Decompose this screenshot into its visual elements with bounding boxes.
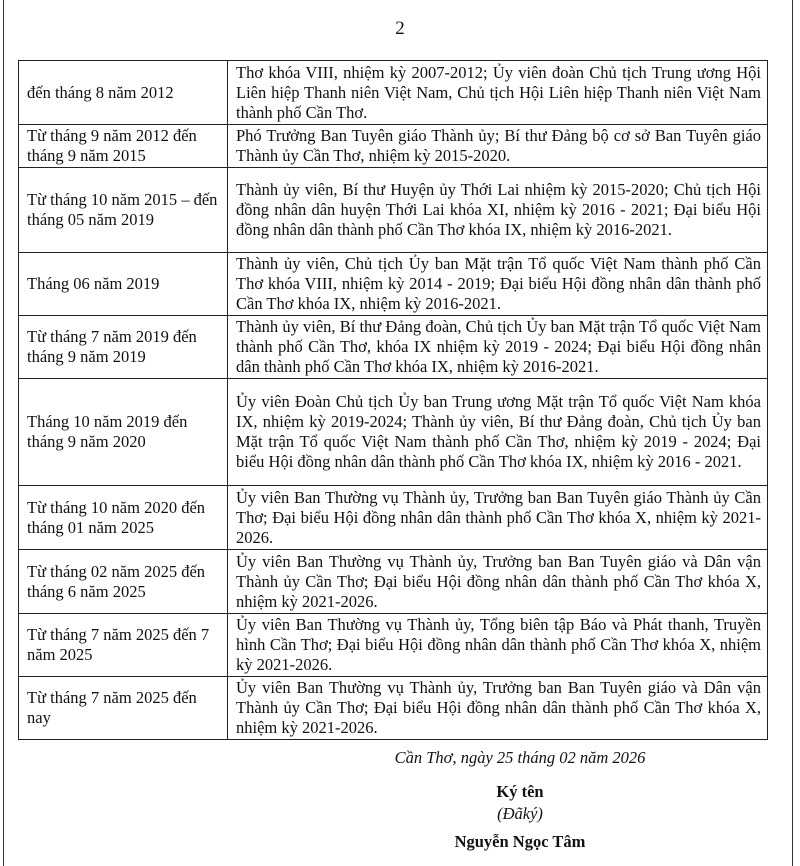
position-cell: Thơ khóa VIII, nhiệm kỳ 2007-2012; Ủy viên đoàn Chủ tịch Trung ương Hội Liên hiệp Thanh niên Việt Nam, Chủ tịch Hội Liên hiệp Thanh niên Việt Nam thành phố Cần Thơ. [228,61,768,125]
table-row [19,379,768,486]
period-cell: Từ tháng 9 năm 2012 đến tháng 9 năm 2015 [19,125,228,168]
table-row [19,316,768,379]
position-cell: Ủy viên Ban Thường vụ Thành ủy, Tổng biên tập Báo và Phát thanh, Truyền hình Cần Thơ; Đại biểu Hội đồng nhân dân thành phố Cần Thơ khóa X, nhiệm kỳ 2021-2026. [228,614,768,677]
period-cell: Từ tháng 02 năm 2025 đến tháng 6 năm 2025 [19,550,228,614]
period-cell: đến tháng 8 năm 2012 [19,61,228,125]
period-cell: Tháng 06 năm 2019 [19,253,228,316]
table-row [19,614,768,677]
table-row [19,253,768,316]
place-date: Cần Thơ, ngày 25 tháng 02 năm 2026 [394,748,646,767]
position-cell: Ủy viên Đoàn Chủ tịch Ủy ban Trung ương Mặt trận Tổ quốc Việt Nam khóa IX, nhiệm kỳ 2019-2024; Thành ủy viên, Bí thư Đảng đoàn, Chủ tịch Ủy ban Mặt trận Tổ quốc Việt Nam thành phố Cần Thơ, nhiệm kỳ 2019 - 2024; Đại biểu Hội đồng nhân dân thành phố Cần Thơ khóa IX, nhiệm kỳ 2016 - 2021. [228,379,768,486]
period-cell: Từ tháng 7 năm 2025 đến nay [19,677,228,740]
table-row [19,61,768,125]
page-left-border [3,0,4,866]
position-cell: Thành ủy viên, Bí thư Huyện ủy Thới Lai nhiệm kỳ 2015-2020; Chủ tịch Hội đồng nhân dân huyện Thới Lai khóa XI, nhiệm kỳ 2016 - 2021; Đại biểu Hội đồng nhân dân thành phố Cần Thơ khóa IX, nhiệm kỳ 2016-2021. [228,168,768,253]
signature-note: (Đãký) [497,804,543,823]
page-right-border [792,0,793,866]
period-cell: Từ tháng 10 năm 2020 đến tháng 01 năm 2025 [19,486,228,550]
table-row [19,125,768,168]
signature-label: Ký tên [496,782,544,801]
career-history-table [18,60,768,740]
position-cell: Thành ủy viên, Chủ tịch Ủy ban Mặt trận Tổ quốc Việt Nam thành phố Cần Thơ khóa VIII, nhiệm kỳ 2014 - 2019; Đại biểu Hội đồng nhân dân thành phố Cần Thơ khóa IX, nhiệm kỳ 2016-2021. [228,253,768,316]
position-cell: Phó Trưởng Ban Tuyên giáo Thành ủy; Bí thư Đảng bộ cơ sở Ban Tuyên giáo Thành ủy Cần Thơ, nhiệm kỳ 2015-2020. [228,125,768,168]
period-cell: Từ tháng 7 năm 2019 đến tháng 9 năm 2019 [19,316,228,379]
period-cell: Tháng 10 năm 2019 đến tháng 9 năm 2020 [19,379,228,486]
table-row [19,168,768,253]
page-number: 2 [395,18,405,39]
period-cell: Từ tháng 7 năm 2025 đến 7 năm 2025 [19,614,228,677]
position-cell: Ủy viên Ban Thường vụ Thành ủy, Trưởng ban Ban Tuyên giáo và Dân vận Thành ủy Cần Thơ; Đại biểu Hội đồng nhân dân thành phố Cần Thơ khóa X, nhiệm kỳ 2021-2026. [228,677,768,740]
table-row [19,550,768,614]
table-row [19,486,768,550]
period-cell: Từ tháng 10 năm 2015 – đến tháng 05 năm 2019 [19,168,228,253]
position-cell: Ủy viên Ban Thường vụ Thành ủy, Trưởng ban Ban Tuyên giáo Thành ủy Cần Thơ; Đại biểu Hội đồng nhân dân thành phố Cần Thơ khóa X, nhiệm kỳ 2021-2026. [228,486,768,550]
position-cell: Thành ủy viên, Bí thư Đảng đoàn, Chủ tịch Ủy ban Mặt trận Tổ quốc Việt Nam thành phố Cần Thơ, khóa IX nhiệm kỳ 2019 - 2024; Đại biểu Hội đồng nhân dân thành phố Cần Thơ khóa IX, nhiệm kỳ 2016-2021. [228,316,768,379]
position-cell: Ủy viên Ban Thường vụ Thành ủy, Trưởng ban Ban Tuyên giáo và Dân vận Thành ủy Cần Thơ; Đại biểu Hội đồng nhân dân thành phố Cần Thơ khóa X, nhiệm kỳ 2021-2026. [228,550,768,614]
signer-name: Nguyễn Ngọc Tâm [454,832,586,851]
table-row [19,677,768,740]
